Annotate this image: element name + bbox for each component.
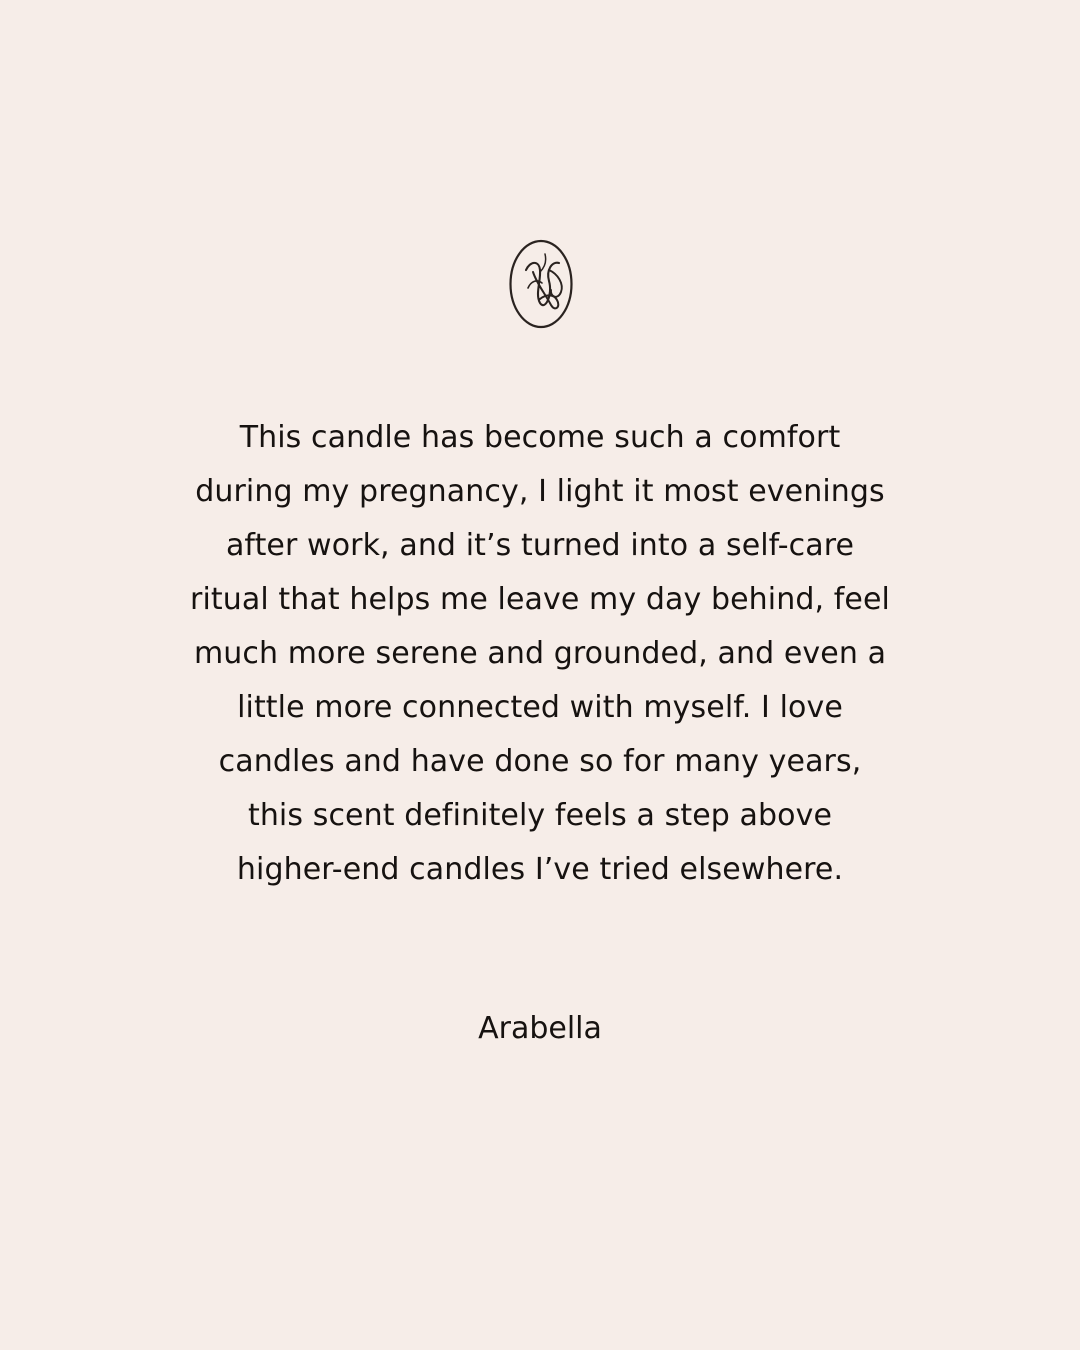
quote-line-5: much more serene and grounded, and even a	[193, 636, 887, 671]
quote-line-7: candles and have done so for many years,	[218, 744, 862, 779]
quote-line-1: This candle has become such a comfort	[239, 420, 841, 455]
testimonial-author: Arabella	[478, 1011, 602, 1046]
vn-monogram-seal-icon	[506, 236, 576, 332]
quote-line-6: little more connected with myself. I love	[237, 690, 843, 725]
quote-line-9: higher-end candles I’ve tried elsewhere.	[236, 852, 844, 887]
quote-line-3: after work, and it’s turned into a self-care	[225, 528, 855, 563]
testimonial-quote	[150, 411, 930, 897]
quote-line-2: during my pregnancy, I light it most evenings	[195, 474, 885, 509]
quote-line-8: this scent definitely feels a step above	[247, 798, 833, 833]
quote-line-4: ritual that helps me leave my day behind, feel	[190, 582, 890, 617]
